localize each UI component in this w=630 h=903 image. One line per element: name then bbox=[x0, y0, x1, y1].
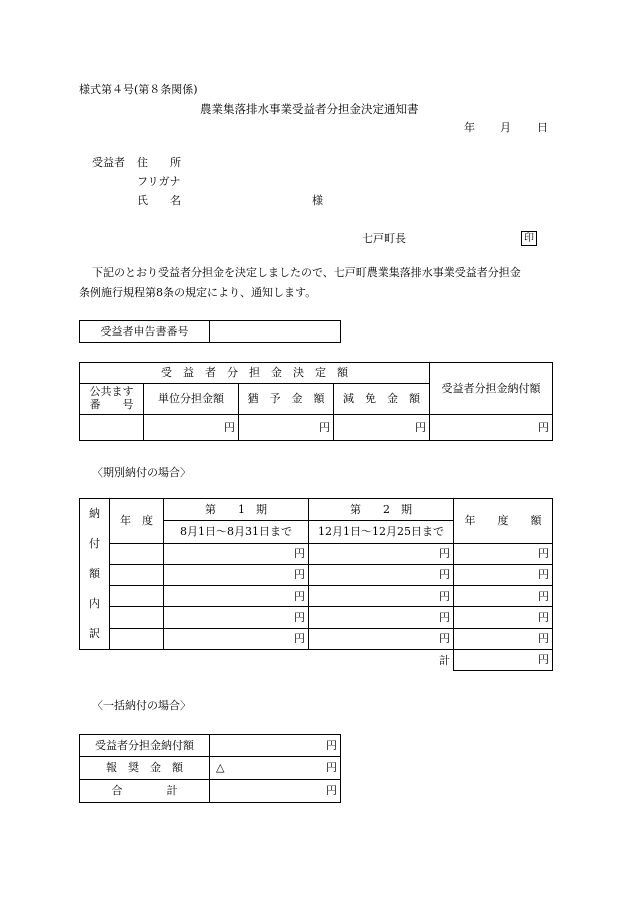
application-number-value bbox=[210, 321, 341, 343]
reward-amount-cell bbox=[210, 757, 341, 780]
application-number-label: 受益者申告書番号 bbox=[80, 321, 210, 343]
public-basin-number-header bbox=[80, 384, 144, 415]
installment-row bbox=[80, 564, 553, 585]
period1-amount: 円 bbox=[164, 564, 309, 585]
application-number-table bbox=[79, 320, 341, 343]
installment-row bbox=[80, 628, 553, 649]
installment-row bbox=[80, 607, 553, 628]
reward-amount-label: 報 奨 金 額 bbox=[80, 757, 210, 780]
period1-amount: 円 bbox=[164, 543, 309, 564]
annual-amount: 円 bbox=[454, 586, 553, 607]
lump-total-amount: 円 bbox=[210, 780, 341, 803]
period2-dates: 12月1日～12月25日まで bbox=[309, 521, 454, 543]
date-month: 月 bbox=[500, 121, 511, 134]
lump-total-label: 合 計 bbox=[80, 780, 210, 803]
annual-amount-header: 年 度 額 bbox=[454, 499, 553, 544]
fiscal-year-cell bbox=[110, 628, 164, 649]
period2-amount: 円 bbox=[309, 586, 454, 607]
date-day: 日 bbox=[537, 121, 548, 134]
period1-dates: 8月1日～8月31日まで bbox=[164, 521, 309, 543]
side-char-2: 付 bbox=[89, 537, 100, 551]
deferral-amount-cell: 円 bbox=[239, 415, 334, 441]
installment-table bbox=[79, 498, 553, 671]
address-label: 住 所 bbox=[137, 156, 181, 169]
period2-amount: 円 bbox=[309, 607, 454, 628]
fiscal-year-header: 年 度 bbox=[110, 499, 164, 544]
side-char-4: 内 bbox=[89, 597, 100, 611]
period2-title: 第 2 期 bbox=[309, 499, 454, 521]
document-title: 農業集落排水事業受益者分担金決定通知書 bbox=[200, 102, 419, 116]
fiscal-year-cell bbox=[110, 543, 164, 564]
unit-amount-header: 単位分担金額 bbox=[144, 384, 239, 415]
period1-amount: 円 bbox=[164, 607, 309, 628]
name-label: 氏 名 bbox=[137, 194, 181, 207]
payment-amount-header: 受益者分担金納付額 bbox=[430, 363, 553, 415]
total-amount: 円 bbox=[454, 650, 553, 671]
annual-amount: 円 bbox=[454, 543, 553, 564]
payment-amount-cell: 円 bbox=[430, 415, 553, 441]
installment-side-label bbox=[80, 499, 110, 650]
reduction-amount-cell: 円 bbox=[334, 415, 430, 441]
total-label: 計 bbox=[309, 650, 454, 671]
furigana-label: フリガナ bbox=[137, 175, 181, 188]
lump-payment-amount: 円 bbox=[210, 735, 341, 757]
date-year: 年 bbox=[464, 121, 475, 134]
public-basin-header-line2: 番 号 bbox=[89, 398, 134, 411]
period1-amount: 円 bbox=[164, 628, 309, 649]
side-char-3: 額 bbox=[89, 567, 100, 581]
period2-amount: 円 bbox=[309, 543, 454, 564]
honorific: 様 bbox=[312, 194, 323, 207]
installment-caption: 〈期別納付の場合〉 bbox=[92, 466, 191, 479]
side-char-1: 納 bbox=[89, 507, 100, 521]
public-basin-number-cell bbox=[80, 415, 144, 441]
unit-amount-cell: 円 bbox=[144, 415, 239, 441]
lump-sum-caption: 〈一括納付の場合〉 bbox=[92, 699, 191, 712]
lump-sum-table bbox=[79, 734, 341, 803]
reward-amount-yen: 円 bbox=[326, 761, 337, 775]
installment-row bbox=[80, 543, 553, 564]
body-text-line2: 条例施行規程第8条の規定により、通知します。 bbox=[79, 286, 317, 299]
body-text-line1: 下記のとおり受益者分担金を決定しましたので、七戸町農業集落排水事業受益者分担金 bbox=[92, 266, 521, 279]
lump-payment-label: 受益者分担金納付額 bbox=[80, 735, 210, 757]
triangle-mark: △ bbox=[216, 761, 225, 775]
fiscal-year-cell bbox=[110, 607, 164, 628]
public-basin-header-line1: 公共ます bbox=[89, 385, 134, 399]
annual-amount: 円 bbox=[454, 564, 553, 585]
annual-amount: 円 bbox=[454, 628, 553, 649]
recipient-label: 受益者 bbox=[92, 156, 125, 169]
period1-amount: 円 bbox=[164, 586, 309, 607]
annual-amount: 円 bbox=[454, 607, 553, 628]
period2-amount: 円 bbox=[309, 628, 454, 649]
issuer-name: 七戸町長 bbox=[362, 232, 406, 245]
period2-amount: 円 bbox=[309, 564, 454, 585]
form-number: 様式第４号(第８条関係) bbox=[79, 83, 198, 96]
fiscal-year-cell bbox=[110, 586, 164, 607]
fiscal-year-cell bbox=[110, 564, 164, 585]
seal-mark: 印 bbox=[521, 231, 537, 246]
deferral-amount-header: 猶 予 金 額 bbox=[239, 384, 334, 415]
period1-title: 第 1 期 bbox=[164, 499, 309, 521]
reduction-amount-header: 減 免 金 額 bbox=[334, 384, 430, 415]
side-char-5: 訳 bbox=[89, 627, 100, 641]
installment-row bbox=[80, 586, 553, 607]
decision-table bbox=[79, 362, 553, 441]
decision-group-header: 受 益 者 分 担 金 決 定 額 bbox=[80, 363, 430, 384]
